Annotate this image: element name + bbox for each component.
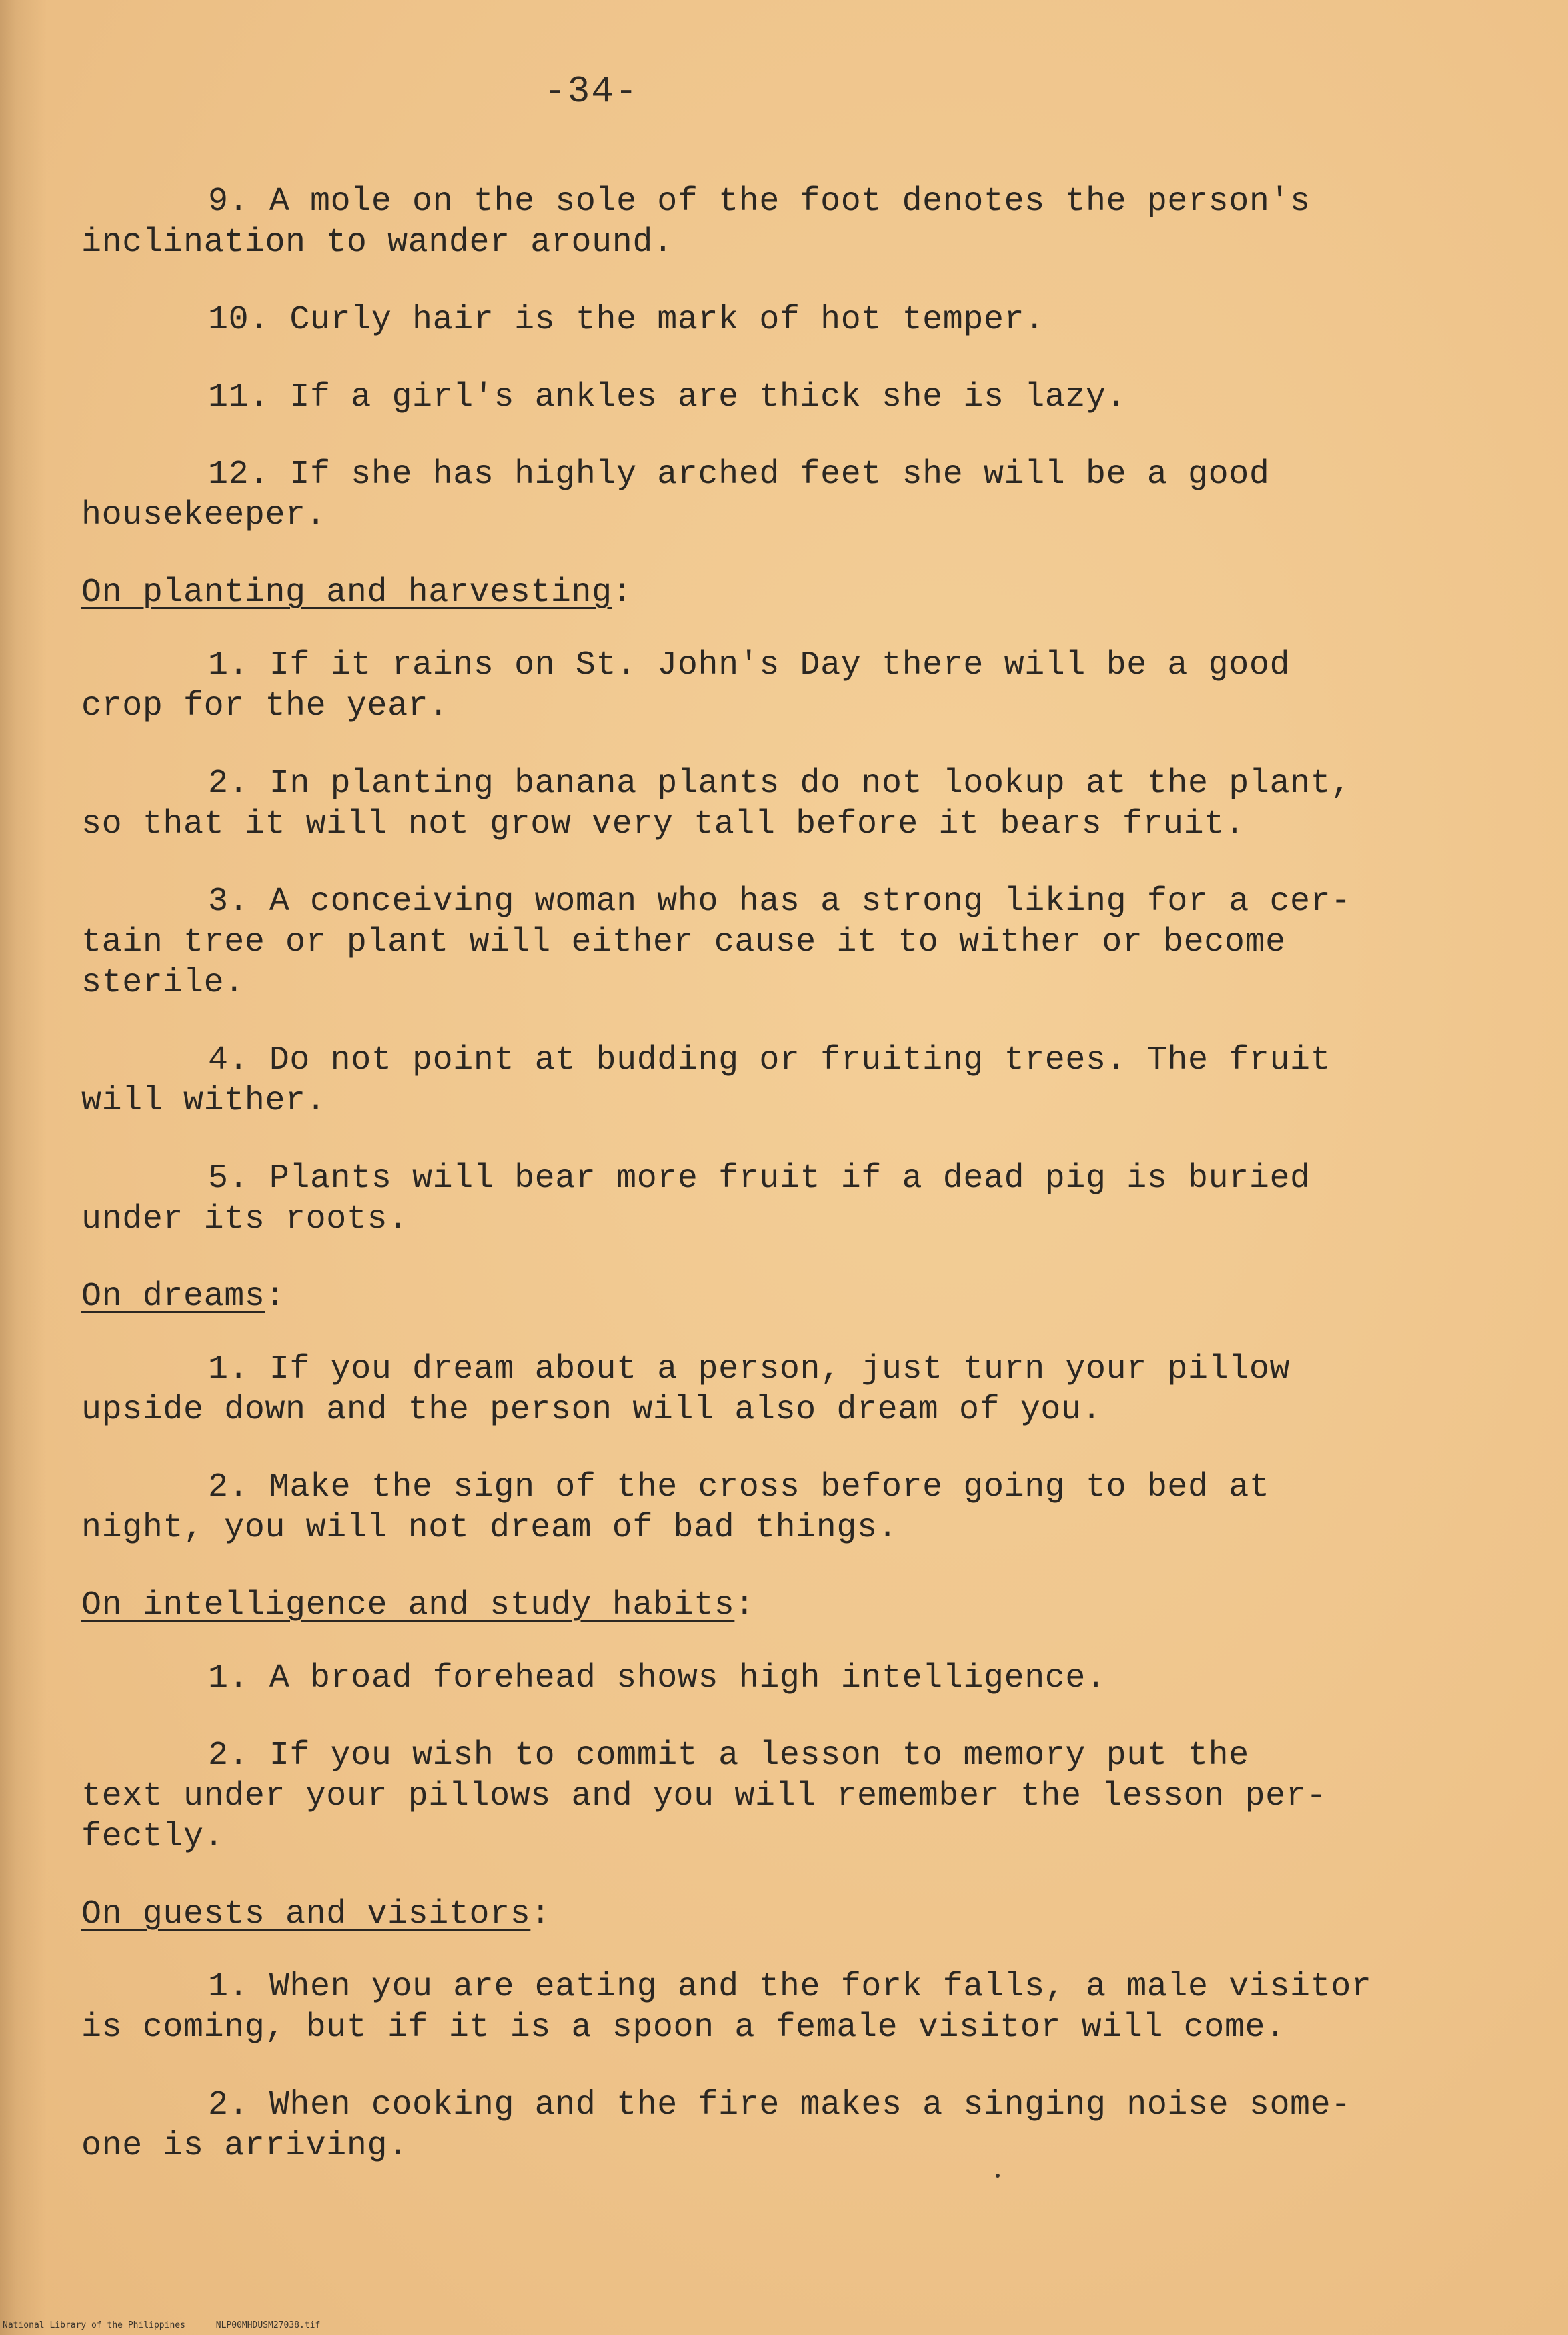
list-item: 1. If it rains on St. John's Day there will be a good crop for the year. xyxy=(81,646,1291,725)
section-heading-planting xyxy=(81,572,1502,613)
section-heading-guests xyxy=(81,1894,1502,1935)
heading-colon: : xyxy=(734,1586,755,1624)
scan-footer xyxy=(3,2320,345,2330)
list-item: 2. If you wish to commit a lesson to memory put the text under your pillows and you will remember the lesson per- fectly. xyxy=(81,1737,1327,1856)
section-heading-text: On planting and harvesting xyxy=(81,574,612,612)
ink-speck xyxy=(996,2174,1000,2178)
document-body xyxy=(81,181,1502,2203)
heading-colon: : xyxy=(530,1895,551,1933)
list-item: 1. If you dream about a person, just turn your pillow upside down and the person will also dream of you. xyxy=(81,1350,1291,1429)
list-item: 5. Plants will bear more fruit if a dead pig is buried under its roots. xyxy=(81,1159,1311,1238)
section-heading-intelligence xyxy=(81,1585,1502,1626)
list-item: 3. A conceiving woman who has a strong liking for a cer- tain tree or plant will either cause it to wither or become sterile. xyxy=(81,883,1351,1002)
section-heading-text: On intelligence and study habits xyxy=(81,1586,735,1624)
list-item: 2. Make the sign of the cross before going to bed at night, you will not dream of bad things. xyxy=(81,1468,1270,1547)
heading-colon: : xyxy=(612,574,633,612)
list-item: 1. When you are eating and the fork falls, a male visitor is coming, but if it is a spoon a female visitor will come. xyxy=(81,1968,1372,2047)
footer-library: National Library of the Philippines xyxy=(3,2320,185,2330)
list-item: 2. When cooking and the fire makes a singing noise some- one is arriving. xyxy=(81,2086,1351,2165)
list-item: 1. A broad forehead shows high intelligence. xyxy=(208,1659,1106,1697)
section-heading-text: On dreams xyxy=(81,1278,265,1316)
section-heading-text: On guests and visitors xyxy=(81,1895,531,1933)
list-item: 4. Do not point at budding or fruiting trees. The fruit will wither. xyxy=(81,1041,1331,1120)
list-item: 9. A mole on the sole of the foot denotes the person's inclination to wander around. xyxy=(81,183,1311,262)
section-heading-dreams xyxy=(81,1276,1502,1317)
list-item: 10. Curly hair is the mark of hot temper. xyxy=(208,301,1045,339)
footer-filename: NLP00MHDUSM27038.tif xyxy=(215,2320,321,2330)
list-item: 11. If a girl's ankles are thick she is lazy. xyxy=(208,378,1127,416)
heading-colon: : xyxy=(265,1278,286,1316)
list-item: 2. In planting banana plants do not lookup at the plant, so that it will not grow very tall before it bears fruit. xyxy=(81,765,1351,843)
page-number: -34- xyxy=(544,70,639,113)
list-item: 12. If she has highly arched feet she will be a good housekeeper. xyxy=(81,456,1270,534)
